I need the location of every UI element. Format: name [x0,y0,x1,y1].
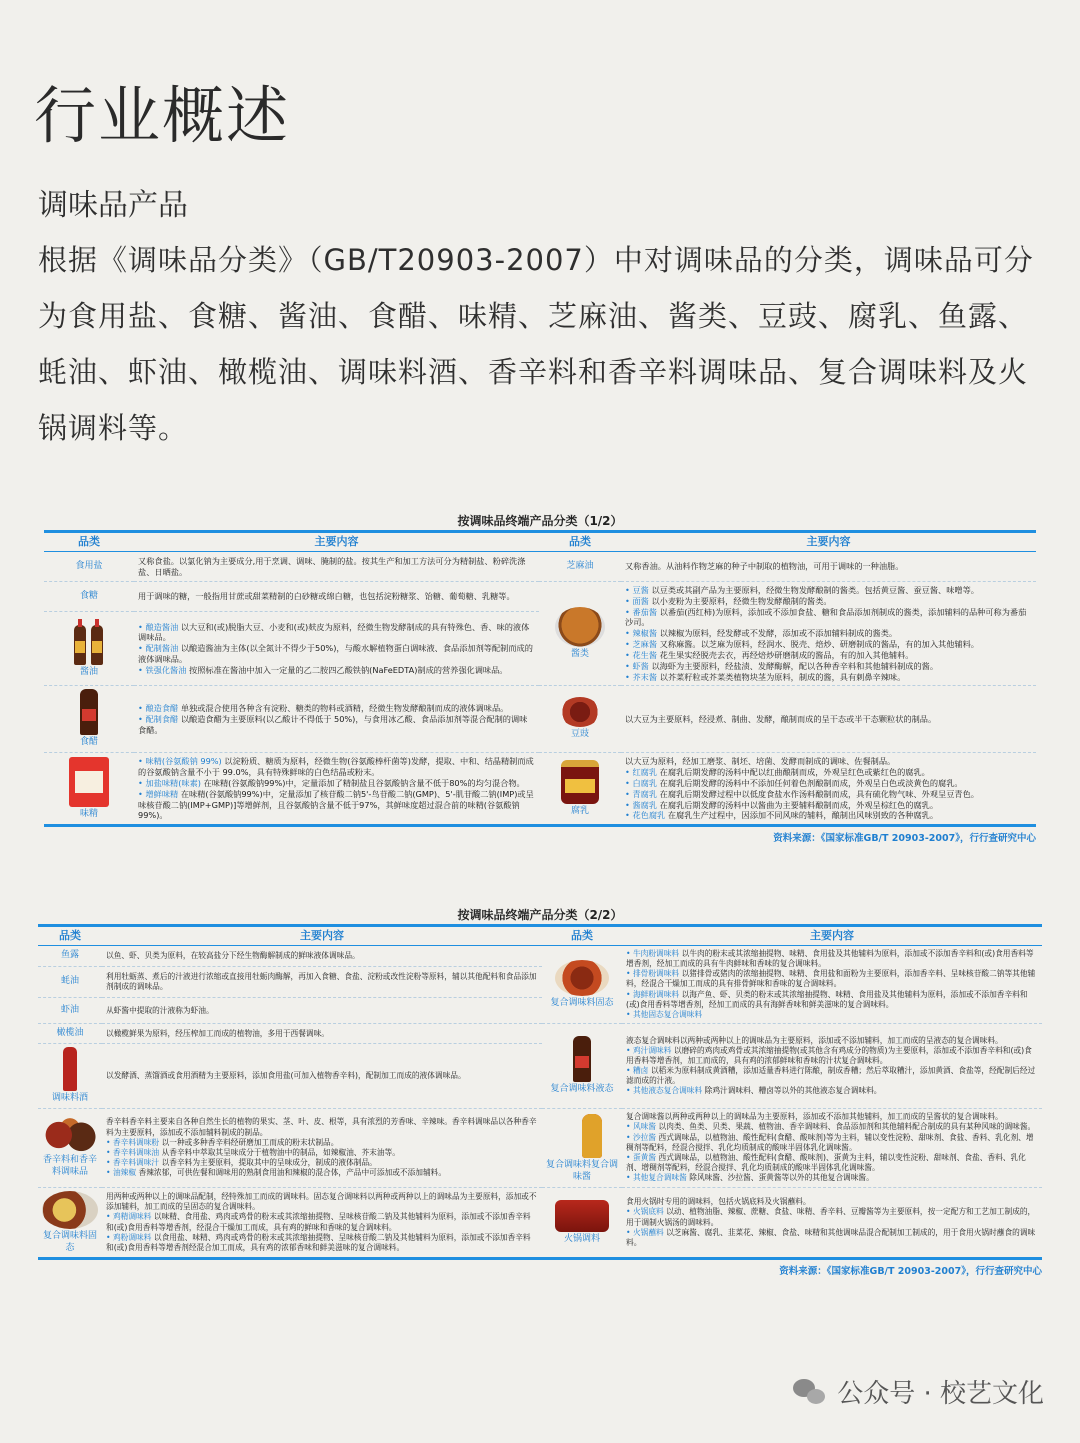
header-content: 主要内容 [622,926,1042,946]
table-2-title: 按调味品终端产品分类（2/2） [457,908,623,922]
category-fermented-beans: 豆豉 [539,686,621,753]
header-category: 品类 [539,532,621,552]
cooking-wine-bottle-icon [63,1047,77,1091]
table-row [44,552,1036,582]
header-content: 主要内容 [134,532,539,552]
header-category: 品类 [542,926,622,946]
category-msg: 味精 [44,753,134,826]
vinegar-bottle-icon [80,689,98,735]
category-oyster-sauce: 蚝油 [38,967,102,998]
sauce-bottles-icon [558,1112,606,1158]
watermark-text: 公众号 · 校艺文化 [837,1379,1044,1409]
table-row [44,582,1036,612]
category-sugar: 食糖 [44,582,134,612]
table-row [38,1108,1042,1187]
content-sugar: 用于调味的糖，一般指用甘蔗或甜菜精制的白砂糖或绵白糖，也包括淀粉糖浆、饴糖、葡萄糖、乳糖等。 [134,582,539,612]
content-compound-paste: 复合调味酱以两种或两种以上的调味品为主要原料，添加或不添加其他辅料，加工而成的呈酱状的复合调味料。 • 风味酱 以肉类、鱼类、贝类、果蔬、植物油、香辛调味料、食品添加剂和其他辅料配合制成的具有某种风味的调味酱。 • 沙拉酱 西式调味品，以植物油、酸性配料(食醋、酸味剂)等为主料，辅以变性淀粉、甜味剂、食盐、香料、乳化剂、增稠剂等配料，经混合搅拌、乳化均质制成的酸味半固体乳化调味酱。 • 蛋黄酱 西式调味品，以植物油、酸性配料(食醋、酸味剂)、蛋黄为主料，辅以变性淀粉、甜味剂、食盐、香料、乳化剂、增稠剂等配料，经混合搅拌、乳化均质制成的酸味半固体乳化调味酱。 • 其他复合调味酱 除风味酱、沙拉酱、蛋黄酱等以外的其他复合调味酱。 [622,1108,1042,1187]
section-subtitle: 调味品产品 [38,188,188,223]
content-compound-liquid: 液态复合调味料以两种或两种以上的调味品为主要原料，添加或不添加辅料，加工而成的呈液态的复合调味料。 • 鸡汁调味料 以磨碎的鸡肉或鸡骨或其浓缩抽提物(或其他含有鸡成分的物质)为主要原料，添加或不添加香辛料和(或)食用香料等增香剂，加工而成的，具有鸡的浓郁鲜味和香味的汁状复合调味料。 • 糟卤 以稻米为原料制成黄酒糟，添加适量香料进行陈酿，制成香糟；然后萃取糟汁，添加黄酒、食盐等，经配制后经过滤而成的汁液。 • 其他液态复合调味料 除鸡汁调味料、糟卤等以外的其他液态复合调味料。 [622,1024,1042,1109]
category-compound-liquid: 复合调味料液态 [542,1024,622,1109]
seasoning-platter-icon [42,1191,98,1229]
content-shrimp-oil: 从虾酱中提取的汁液称为虾油。 [102,998,542,1024]
header-category: 品类 [44,532,134,552]
category-shrimp-oil: 虾油 [38,998,102,1024]
table-row [38,946,1042,967]
content-sesame-oil: 又称香油。从油料作物芝麻的种子中制取的植物油，可用于调味的一种油脂。 [621,552,1036,582]
table-2-source: 资料来源：《国家标准GB/T 20903-2007》，行行查研究中心 [779,1266,1042,1278]
table-1-source: 资料来源：《国家标准GB/T 20903-2007》，行行查研究中心 [773,833,1036,845]
seasoning-dish-icon [555,960,609,996]
content-msg: • 味精(谷氨酸钠 99%) 以淀粉质、糖质为原料，经微生物(谷氨酸棒杆菌等)发酵，提取、中和、结晶精制而成的谷氨酸钠含量不小于 99.0%，具有特殊鲜味的白色结晶或粉末。 • 加盐味精(味素) 在味精(谷氨酸钠99%)中，定量添加了精制盐且谷氨酸钠含量不低于80%的均匀混合物。 • 增鲜味精 在味精(谷氨酸钠99%)中，定量添加了核苷酸二钠5'-鸟苷酸二钠(GMP)、5'-肌苷酸二钠(IMP)或呈味核苷酸二钠(IMP+GMP)]等增鲜剂，且谷氨酸钠含量不低于97%，其鲜味度超过混合前的味精(谷氨酸钠 99%)。 [134,753,539,826]
category-sesame-oil: 芝麻油 [539,552,621,582]
category-fermented-tofu: 腐乳 [539,753,621,826]
hotpot-base-icon [555,1200,609,1232]
category-vinegar: 食醋 [44,686,134,753]
category-salt: 食用盐 [44,552,134,582]
table-row [44,753,1036,826]
category-hotpot: 火锅调料 [542,1187,622,1259]
category-cooking-wine: 调味料酒 [38,1044,102,1109]
content-spices: 香辛料香辛料主要来自各种自然生长的植物的果实、茎、叶、皮、根等，具有浓烈的芳香味、辛辣味。香辛料调味品以各种香辛料为主要原料，添加或不添加辅料制成的制品。 • 香辛料调味粉 以一种或多种香辛料经研磨加工而成的粉末状制品。 • 香辛料调味油 从香辛料中萃取其呈味成分于植物油中的制品，如辣椒油、芥末油等。 • 香辛料调味汁 以香辛料为主要原料，提取其中的呈味成分，制成的液体制品。 • 油辣椒 香辣浓郁，可供佐餐和调味用的熟制食用油和辣椒的混合体，产品中可添加或不添加辅料。 [102,1108,542,1187]
table-row [44,686,1036,753]
content-vinegar: • 酿造食醋 单独或混合使用各种含有淀粉、糖类的物料或酒精，经微生物发酵酿制而成的液体调味品。 • 配制食醋 以酿造食醋为主要原料(以乙酸计不得低于 50%)，与食用冰乙酸、食品添加剂等混合配制的调味食醋。 [134,686,539,753]
liquid-seasoning-bottle-icon [573,1036,591,1082]
content-hotpot: 食用火锅时专用的调味料，包括火锅底料及火锅蘸料。 • 火锅底料 以动、植物油脂、辣椒、蔗糖、食盐、味精、香辛料、豆瓣酱等为主要原料，按一定配方和工艺加工制成的，用于调制火锅汤的调味料。 • 火锅蘸料 以芝麻酱、腐乳、韭菜花、辣椒、食盐、味精和其他调味品混合配制加工制成的，用于食用火锅时蘸食的调味料。 [622,1187,1042,1259]
intro-paragraph: 根据《调味品分类》（GB/T20903-2007）中对调味品的分类，调味品可分为食用盐、食糖、酱油、食醋、味精、芝麻油、酱类、豆豉、腐乳、鱼露、蚝油、虾油、橄榄油、调味料酒、香辛料和香辛料调味品、复合调味料及火锅调料等。 [38,243,1034,445]
header-category: 品类 [38,926,102,946]
content-soy-sauce: • 酿造酱油 以大豆和(或)脱脂大豆、小麦和(或)麸皮为原料，经微生物发酵制成的具有特殊色、香、味的液体调味品。 • 配制酱油 以酿造酱油为主体(以全氮计不得少于50%)，与酸水解植物蛋白调味液、食品添加剂等配制而成的液体调味品。 • 铁强化酱油 按照标准在酱油中加入一定量的乙二胺四乙酸铁钠(NaFeEDTA)制成的营养强化调味品。 [134,612,539,686]
header-content: 主要内容 [621,532,1036,552]
header-content: 主要内容 [102,926,542,946]
category-sauces: 酱类 [539,582,621,686]
category-soy-sauce: 酱油 [44,612,134,686]
watermark [793,1373,1044,1410]
tofu-jar-icon [561,760,599,804]
table-1 [44,530,1036,827]
content-fish-sauce: 以鱼、虾、贝类为原料，在较高盐分下经生物酶解制成的鲜味液体调味品。 [102,946,542,967]
page-title: 行业概述 [34,79,291,152]
msg-bag-icon [69,757,109,807]
category-olive-oil: 橄榄油 [38,1024,102,1044]
sauce-bowl-icon [555,607,605,647]
content-fermented-tofu: 以大豆为原料，经加工磨浆、制坯、培菌、发酵而制成的调味、佐餐制品。 • 红腐乳 在腐乳后期发酵的汤料中配以红曲酿制而成，外观呈红色或紫红色的腐乳。 • 白腐乳 在腐乳后期发酵的汤料中不添加任何着色剂酿制而成，外观呈白色或淡黄色的腐乳。 • 青腐乳 在腐乳后期发酵过程中以低度食盐水作汤料酿制而成，具有硫化物气味、外观呈豆青色。 • 酱腐乳 在腐乳后期发酵的汤料中以酱曲为主要辅料酿制而成，外观呈棕红色的腐乳。 • 花色腐乳 在腐乳生产过程中，因添加不同风味的辅料，酿制出风味别致的各种腐乳。 [621,753,1036,826]
content-salt: 又称食盐。以氯化钠为主要成分,用于烹调、调味、腌制的盐。按其生产和加工方法可分为精制盐、粉碎洗涤盐、日晒盐。 [134,552,539,582]
soy-sauce-bottles-icon [72,619,106,665]
classification-table-1 [44,512,1036,844]
spices-icon [42,1117,98,1153]
content-olive-oil: 以橄榄鲜果为原料，经压榨加工而成的植物油，多用于西餐调味。 [102,1024,542,1044]
table-row [38,1187,1042,1259]
table-row [38,1024,1042,1044]
category-compound-solid: 复合调味料固态 [542,946,622,1024]
content-compound-solid-left: 用两种或两种以上的调味品配制，经特殊加工而成的调味料。固态复合调味料以两种或两种以上的调味品为主要原料，添加或不添加辅料，加工而成的呈固态的复合调味料。 • 鸡精调味料 以味精、食用盐、鸡肉或鸡骨的粉末或其浓缩抽提物、呈味核苷酸二钠及其他辅料为原料，添加或不添加香辛料和(或)食用香料等增香剂，经混合干燥加工而成，具有鸡的鲜味和香味的复合调味料。 • 鸡粉调味料 以食用盐、味精、鸡肉或鸡骨的粉末或其浓缩抽提物、呈味核苷酸二钠及其他辅料为原料，添加或不添加香辛料和(或)食用香料等增香剂经混合加工而成，具有鸡的浓郁香味和鲜美滋味的复合调味料。 [102,1187,542,1259]
content-oyster-sauce: 利用牡蛎蒸、煮后的汁液进行浓缩或直接用牡蛎肉酶解，再加入食糖、食盐、淀粉或改性淀粉等原料，辅以其他配料和食品添加剂制成的调味品。 [102,967,542,998]
classification-table-2 [38,906,1042,1277]
content-sauces: • 豆酱 以豆类或其副产品为主要原料，经微生物发酵酿制的酱类。包括黄豆酱、蚕豆酱、味噌等。 • 面酱 以小麦粉为主要原料，经微生物发酵酿制的酱类。 • 番茄酱 以番茄(西红柿)为原料，添加或不添加食盐、糖和食品添加剂制成的酱类，添加辅料的品种可称为番茄沙司。 • 辣椒酱 以辣椒为原料，经发酵或不发酵，添加或不添加辅料制成的酱类。 • 芝麻酱 又称麻酱。以芝麻为原料，经润水、脱壳、焙炒、研磨制成的酱品，有的加入其他辅料。 • 花生酱 花生果实经脱壳去衣，再经焙炒研磨制成的酱品，有的加入其他辅料。 • 虾酱 以海虾为主要原料，经盐渍、发酵酶解，配以各种香辛料和其他辅料制成的酱。 • 芥末酱 以芥菜籽粒或芥菜类植物块茎为原料，制成的酱，具有刺鼻辛辣味。 [621,582,1036,686]
fermented-beans-icon [560,697,600,727]
table-1-title: 按调味品终端产品分类（1/2） [457,514,623,528]
table-2 [38,924,1042,1260]
category-spices: 香辛料和香辛料调味品 [38,1108,102,1187]
category-compound-paste: 复合调味料复合调味酱 [542,1108,622,1187]
category-compound-solid-left: 复合调味料固态 [38,1187,102,1259]
content-compound-solid: • 牛肉粉调味料 以牛肉的粉末或其浓缩抽提物、味精、食用盐及其他辅料为原料，添加或不添加香辛料和(或)食用香料等增香剂，经加工而成的具有牛肉鲜味和香味的复合调味料。 • 排骨粉调味料 以猪排骨或猪肉的浓缩抽提物、味精、食用盐和面粉为主要原料，添加香辛料、呈味核苷酸二钠等其他辅料，经混合干燥加工而成的具有排骨鲜味和香味的复合调味料。 • 海鲜粉调味料 以海产鱼、虾、贝类的粉末或其浓缩抽提物、味精、食用盐及其他辅料为原料，添加或不添加香辛料和(或)食用香料等增香剂，经加工而成的具有海鲜香味和鲜美滋味的复合调味料。 • 其他固态复合调味料 [622,946,1042,1024]
content-cooking-wine: 以发酵酒、蒸馏酒或食用酒精为主要原料，添加食用盐(可加入植物香辛料)，配制加工而成的液体调味品。 [102,1044,542,1109]
category-fish-sauce: 鱼露 [38,946,102,967]
wechat-logo-icon [793,1377,827,1407]
content-fermented-beans: 以大豆为主要原料，经浸煮、制曲、发酵，酿制而成的呈干态或半干态颗粒状的制品。 [621,686,1036,753]
